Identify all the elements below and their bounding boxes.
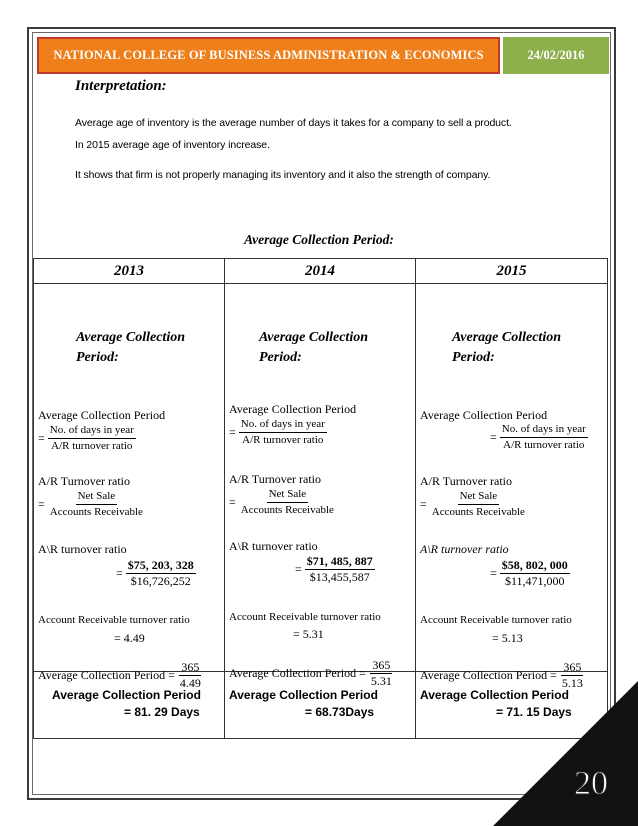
acp-numerator: No. of days in year	[48, 423, 136, 439]
interpretation-line-2: In 2015 average age of inventory increase.	[75, 139, 270, 151]
ar-label: A/R Turnover ratio	[38, 474, 131, 489]
final-numerator: 365	[181, 660, 200, 675]
subhead-line2: Period:	[76, 350, 119, 366]
interpretation-heading: Interpretation:	[75, 78, 167, 94]
calc-numerator: $75, 203, 328	[127, 558, 194, 573]
ar-calc-2015: = $\frac{\$58, 802, 000}{\$11,471,000}$	[490, 558, 568, 589]
calc-denominator: $11,471,000	[505, 574, 565, 589]
ar-calc-label-2013: A\R turnover ratio	[38, 542, 127, 557]
ar-formula-2015: A/R Turnover ratio = $\frac{\text{Net Sale}}{\text{Accounts Receivable}}$	[420, 474, 525, 519]
final-denominator: 4.49	[179, 676, 201, 691]
turnover-label-2015: Account Receivable turnover ratio	[420, 614, 572, 627]
result-label-2013: Average Collection Period	[52, 687, 201, 702]
subhead-line1: Average Collection	[259, 330, 368, 346]
year-header-2015: 2015	[416, 259, 608, 284]
acp-formula-2015: = $\frac{\text{No. of days in year}}{\text{A/R turnover ratio}}$	[490, 423, 586, 452]
result-value-2014: = 68.73Days	[305, 704, 375, 719]
ar-numerator: Net Sale	[458, 489, 500, 505]
calc-denominator: $16,726,252	[130, 574, 191, 589]
result-value-2013: = 81. 29 Days	[124, 704, 200, 719]
interpretation-line-3: It shows that firm is not properly managing its inventory and it also the strength of company.	[75, 169, 491, 181]
subhead-line1: Average Collection	[76, 330, 185, 346]
turnover-label-2014: Account Receivable turnover ratio	[229, 611, 381, 624]
final-label: Average Collection Period =	[38, 668, 175, 683]
result-value-2015: = 71. 15 Days	[496, 704, 572, 719]
ar-denominator: Accounts Receivable	[49, 506, 143, 519]
final-denominator: 5.13	[561, 676, 583, 691]
ar-denominator: Accounts Receivable	[240, 504, 334, 517]
ar-calc-label-2014: A\R turnover ratio	[229, 539, 318, 554]
calc-numerator: $58, 802, 000	[501, 558, 568, 573]
turnover-label-2013: Account Receivable turnover ratio	[38, 614, 190, 627]
acp-denominator: A/R turnover ratio	[51, 440, 133, 453]
year-header-2013: 2013	[34, 259, 225, 284]
turnover-value-2015: = 5.13	[492, 631, 523, 646]
section-title: Average Collection Period:	[244, 232, 394, 247]
acp-formula-2013: Average Collection Period = $\frac{\text{No. of days in year}}{\text{A/R turnover ratio}}$	[38, 408, 166, 453]
turnover-value-2013: = 4.49	[114, 631, 145, 646]
acp-denominator: A/R turnover ratio	[503, 439, 585, 452]
final-label: Average Collection Period =	[420, 668, 557, 683]
ar-label: A/R Turnover ratio	[229, 472, 322, 487]
header-title: NATIONAL COLLEGE OF BUSINESS ADMINISTRATION & ECONOMICS	[37, 37, 500, 74]
subhead-line2: Period:	[259, 350, 302, 366]
final-denominator: 5.31	[370, 674, 392, 689]
subhead-line1: Average Collection	[452, 330, 561, 346]
ar-calc-2014: = $\frac{\$71, 485, 887}{\$13,455,587}$	[295, 554, 373, 585]
acp-label: Average Collection Period	[229, 402, 357, 417]
final-numerator: 365	[563, 660, 582, 675]
result-label-2015: Average Collection Period	[420, 687, 569, 702]
acp-formula-2014: Average Collection Period = $\frac{\text{No. of days in year}}{\text{A/R turnover ratio}}$	[229, 402, 357, 447]
ar-formula-2013: A/R Turnover ratio = $\frac{\text{Net Sale}}{\text{Accounts Receivable}}$	[38, 474, 143, 519]
ar-numerator: Net Sale	[267, 487, 309, 503]
corner-triangle	[493, 681, 638, 826]
turnover-value-2014: = 5.31	[293, 627, 324, 642]
ar-calc-label-2015: A\R turnover ratio	[420, 542, 509, 557]
acp-label-2015: Average Collection Period	[420, 408, 548, 423]
acp-denominator: A/R turnover ratio	[242, 434, 324, 447]
page-number: 20	[574, 765, 608, 802]
ar-formula-2014: A/R Turnover ratio = $\frac{\text{Net Sale}}{\text{Accounts Receivable}}$	[229, 472, 334, 517]
ar-label: A/R Turnover ratio	[420, 474, 513, 489]
header-date: 24/02/2016	[503, 37, 609, 74]
acp-numerator: No. of days in year	[239, 417, 327, 433]
calc-denominator: $13,455,587	[309, 570, 370, 585]
final-label: Average Collection Period =	[229, 666, 366, 681]
interpretation-line-1: Average age of inventory is the average number of days it takes for a company to sell a product.	[75, 117, 512, 129]
subhead-line2: Period:	[452, 350, 495, 366]
ar-numerator: Net Sale	[76, 489, 118, 505]
acp-label: Average Collection Period	[38, 408, 166, 423]
ar-denominator: Accounts Receivable	[431, 506, 525, 519]
calc-numerator: $71, 485, 887	[306, 554, 373, 569]
final-numerator: 365	[372, 658, 391, 673]
ar-calc-2013: = $\frac{\$75, 203, 328}{\$16,726,252}$	[116, 558, 194, 589]
year-header-2014: 2014	[225, 259, 416, 284]
result-label-2014: Average Collection Period	[229, 687, 378, 702]
acp-numerator: No. of days in year	[500, 422, 588, 438]
